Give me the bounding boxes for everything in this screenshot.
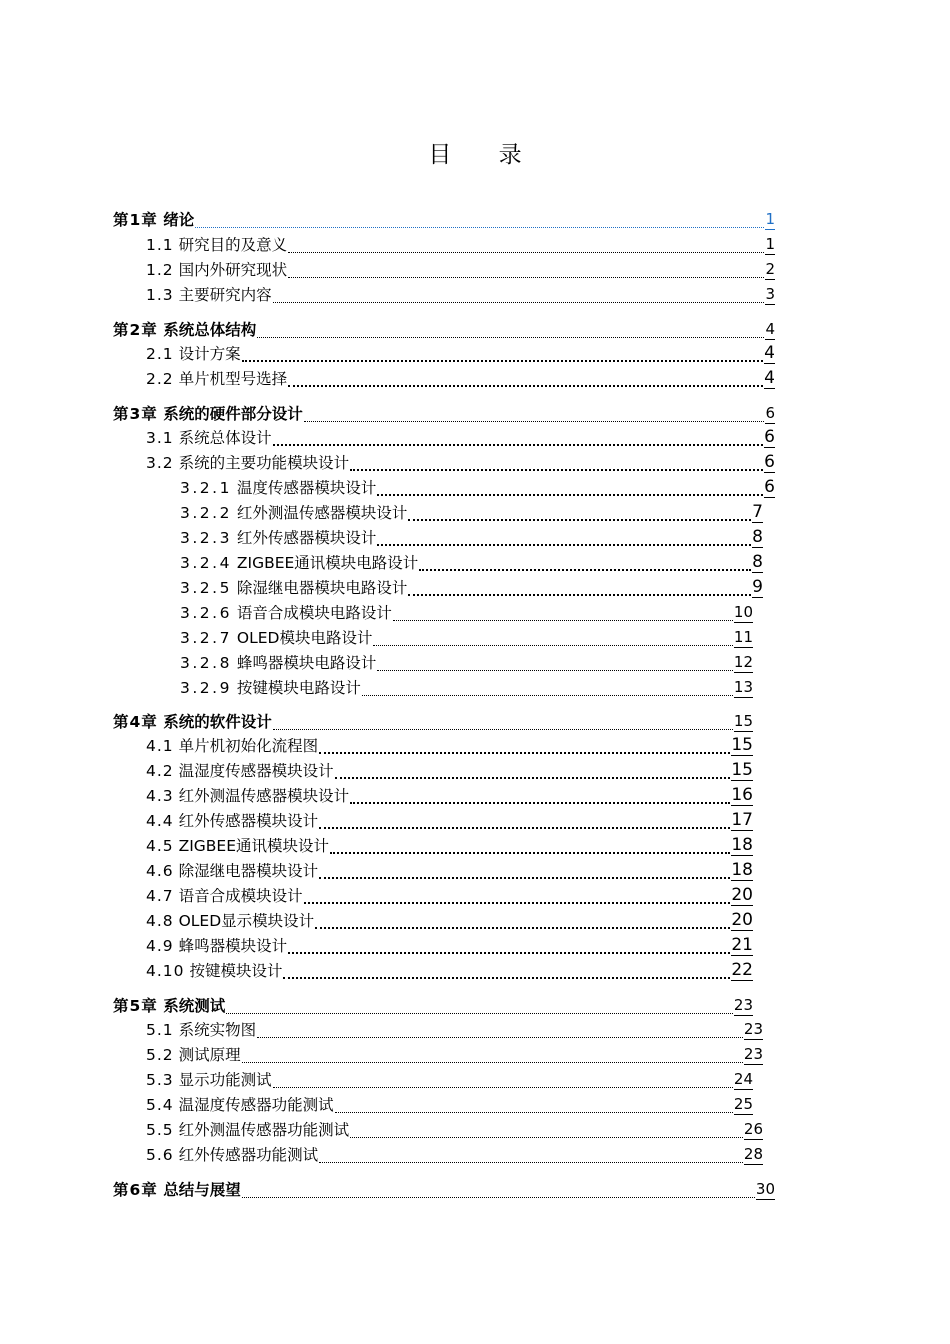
toc-dot-leader (242, 1060, 743, 1063)
toc-entry-title: 系统的主要功能模块设计 (178, 454, 350, 472)
toc-entry-number: 3.2.7 (180, 629, 232, 647)
toc-page-number: 30 (755, 1180, 775, 1198)
toc-entry[interactable] (146, 256, 775, 280)
toc-entry-number: 第6章 (113, 1181, 158, 1199)
toc-dot-leader (315, 925, 730, 929)
toc-entry-title: 单片机型号选择 (178, 370, 288, 388)
toc-entry[interactable] (146, 1116, 763, 1140)
toc-page-number: 4 (764, 368, 775, 388)
toc-entry[interactable] (146, 932, 753, 956)
toc-page-number: 21 (731, 935, 753, 955)
toc-page-number: 9 (752, 577, 763, 597)
toc-entry-label (146, 454, 349, 473)
toc-page-number: 8 (752, 552, 763, 572)
toc-entry-number: 4.6 (146, 862, 174, 880)
toc-entry-number: 4.5 (146, 837, 174, 855)
toc-entry[interactable] (180, 524, 763, 548)
toc-page-number: 2 (765, 260, 775, 278)
toc-entry[interactable] (113, 206, 775, 230)
toc-entry-label (146, 862, 318, 881)
toc-entry-label (146, 370, 287, 389)
toc-entry[interactable] (180, 474, 775, 498)
toc-entry-label (146, 1121, 349, 1140)
toc-entry-title: 主要研究内容 (178, 286, 272, 304)
toc-entry-title: OLED模块电路设计 (236, 629, 373, 647)
toc-page-number: 4 (765, 320, 775, 338)
toc-entry-label (146, 912, 314, 931)
toc-dot-leader (350, 1135, 743, 1138)
toc-page-number: 6 (764, 452, 775, 472)
toc-dot-leader (350, 800, 730, 804)
toc-entry[interactable] (180, 624, 753, 648)
toc-entry-title: 蜂鸣器模块电路设计 (236, 654, 377, 672)
toc-entry-number: 3.2.6 (180, 604, 232, 622)
toc-entry[interactable] (146, 857, 753, 881)
toc-dot-leader (273, 1085, 733, 1088)
toc-dot-leader (288, 250, 764, 253)
toc-entry[interactable] (146, 882, 753, 906)
toc-page-number: 1 (765, 235, 775, 253)
toc-entry-title: 单片机初始化流程图 (178, 737, 319, 755)
toc-entry-number: 3.2.8 (180, 654, 232, 672)
toc-page-number: 12 (733, 653, 753, 671)
toc-page-number: 4 (764, 343, 775, 363)
toc-entry-label (180, 579, 407, 598)
toc-entry-label (180, 479, 376, 498)
toc-entry-number: 4.9 (146, 937, 174, 955)
toc-page-number: 15 (731, 760, 753, 780)
toc-entry-label (180, 529, 376, 548)
toc-dot-leader (408, 517, 751, 521)
toc-entry-label (146, 429, 272, 448)
toc-entry[interactable] (113, 708, 753, 732)
toc-entry[interactable] (146, 281, 775, 305)
toc-entry[interactable] (146, 231, 775, 255)
toc-dot-leader (377, 542, 751, 546)
toc-entry-label (180, 554, 418, 573)
toc-page-number: 25 (733, 1095, 753, 1113)
toc-dot-leader (377, 492, 763, 496)
toc-page-number: 23 (743, 1020, 763, 1038)
toc-entry-label (146, 1146, 318, 1165)
toc-entry-number: 5.6 (146, 1146, 174, 1164)
toc-page-number: 24 (733, 1070, 753, 1088)
toc-page-number: 15 (731, 735, 753, 755)
toc-page-number: 6 (764, 427, 775, 447)
toc-page-number: 20 (731, 910, 753, 930)
toc-page-number: 20 (731, 885, 753, 905)
toc-entry-label (113, 997, 225, 1016)
toc-entry-label (146, 236, 287, 255)
toc-entry-label (146, 762, 334, 781)
toc-page-number: 22 (731, 960, 753, 980)
toc-dot-leader (273, 727, 733, 730)
toc-dot-leader (273, 300, 765, 303)
toc-entry-label (146, 737, 318, 756)
toc-dot-leader (350, 467, 763, 471)
toc-entry-number: 3.2 (146, 454, 174, 472)
toc-entry-label (146, 1071, 272, 1090)
toc-entry-title: 语音合成模块设计 (178, 887, 303, 905)
toc-entry-number: 4.2 (146, 762, 174, 780)
toc-entry-number: 第1章 (113, 211, 158, 229)
toc-entry[interactable] (180, 599, 753, 623)
toc-entry-number: 3.2.2 (180, 504, 232, 522)
toc-page-number: 16 (731, 785, 753, 805)
toc-entry-number: 4.7 (146, 887, 174, 905)
toc-entry-number: 3.2.9 (180, 679, 232, 697)
toc-entry-title: 绪论 (163, 211, 195, 229)
toc-entry-title: 系统实物图 (178, 1021, 257, 1039)
toc-page-number: 7 (752, 502, 763, 522)
toc-entry-number: 2.2 (146, 370, 174, 388)
toc-entry-title: 红外传感器功能测试 (178, 1146, 319, 1164)
toc-entry-title: 研究目的及意义 (178, 236, 288, 254)
toc-dot-leader (319, 1160, 743, 1163)
toc-entry[interactable] (146, 1016, 763, 1040)
toc-entry-title: 红外传感器模块设计 (178, 812, 319, 830)
toc-dot-leader (242, 1195, 755, 1198)
toc-entry-label (146, 1021, 256, 1040)
toc-page-number: 8 (752, 527, 763, 547)
toc-entry[interactable] (146, 1041, 763, 1065)
toc-entry-label (146, 1046, 241, 1065)
toc-page-number: 23 (733, 996, 753, 1014)
toc-entry-label (180, 679, 361, 698)
toc-entry[interactable] (146, 424, 775, 448)
toc-entry-title: 语音合成模块电路设计 (236, 604, 392, 622)
toc-entry-number: 3.2.4 (180, 554, 232, 572)
toc-page-number: 15 (733, 712, 753, 730)
toc-entry-label (146, 887, 303, 906)
toc-entry-label (180, 504, 407, 523)
toc-entry-title: 温度传感器模块设计 (236, 479, 377, 497)
toc-entry-title: 按键模块设计 (189, 962, 283, 980)
toc-dot-leader (362, 693, 733, 696)
toc-dot-leader (373, 643, 732, 646)
toc-entry-label (180, 654, 376, 673)
toc-dot-leader (335, 1110, 733, 1113)
toc-page-number: 18 (731, 835, 753, 855)
toc-dot-leader (335, 775, 731, 779)
toc-entry-label (146, 787, 349, 806)
toc-page-number: 10 (733, 603, 753, 621)
toc-entry-number: 4.8 (146, 912, 174, 930)
toc-entry[interactable] (146, 957, 753, 981)
toc-entry[interactable] (180, 649, 753, 673)
toc-entry-label (113, 1181, 241, 1200)
toc-entry-title: ZIGBEE通讯模块设计 (178, 837, 330, 855)
toc-entry-number: 第2章 (113, 321, 158, 339)
toc-entry[interactable] (146, 1091, 753, 1115)
toc-entry[interactable] (146, 449, 775, 473)
toc-dot-leader (319, 750, 730, 754)
toc-dot-leader (330, 850, 730, 854)
toc-entry[interactable] (180, 574, 763, 598)
toc-entry-number: 2.1 (146, 345, 174, 363)
toc-entry-title: 系统测试 (163, 997, 226, 1015)
toc-dot-leader (419, 567, 751, 571)
toc-entry[interactable] (146, 365, 775, 389)
toc-entry-number: 5.1 (146, 1021, 174, 1039)
toc-dot-leader (273, 442, 764, 446)
toc-dot-leader (242, 358, 764, 362)
toc-dot-leader (377, 668, 733, 671)
toc-page-number: 18 (731, 860, 753, 880)
toc-entry-title: OLED显示模块设计 (178, 912, 315, 930)
toc-entry-title: 除湿继电器模块电路设计 (236, 579, 408, 597)
toc-dot-leader (288, 950, 730, 954)
toc-entry[interactable] (113, 316, 775, 340)
toc-dot-leader (288, 275, 764, 278)
toc-entry[interactable] (146, 1066, 753, 1090)
toc-entry-label (180, 629, 372, 648)
toc-entry-label (146, 286, 272, 305)
toc-dot-leader (304, 900, 731, 904)
toc-entry-title: ZIGBEE通讯模块电路设计 (236, 554, 419, 572)
toc-entry[interactable] (113, 992, 753, 1016)
toc-page-number: 28 (743, 1145, 763, 1163)
toc-dot-leader (257, 335, 764, 338)
toc-page-number: 3 (765, 285, 775, 303)
toc-dot-leader (304, 419, 765, 422)
toc-entry-title: 系统的硬件部分设计 (163, 405, 303, 423)
toc-entry-title: 总结与展望 (163, 1181, 241, 1199)
toc-entry[interactable] (180, 674, 753, 698)
toc-page-number: 11 (733, 628, 753, 646)
toc-entry-title: 设计方案 (178, 345, 241, 363)
toc-entry-title: 按键模块电路设计 (236, 679, 361, 697)
toc-entry-label (146, 261, 287, 280)
toc-dot-leader (393, 618, 733, 621)
toc-entry[interactable] (113, 1176, 775, 1200)
toc-entry-number: 第5章 (113, 997, 158, 1015)
toc-entry-title: 红外传感器模块设计 (236, 529, 377, 547)
toc-page-number: 17 (731, 810, 753, 830)
toc-entry[interactable] (146, 1141, 763, 1165)
toc-entry-number: 3.2.5 (180, 579, 232, 597)
toc-entry-title: 系统的软件设计 (163, 713, 272, 731)
toc-dot-leader (319, 875, 730, 879)
toc-entry-number: 第3章 (113, 405, 158, 423)
toc-entry[interactable] (146, 807, 753, 831)
toc-entry[interactable] (146, 907, 753, 931)
toc-entry-title: 国内外研究现状 (178, 261, 288, 279)
toc-entry-title: 温湿度传感器功能测试 (178, 1096, 334, 1114)
toc-entry-label (146, 937, 287, 956)
toc-entry[interactable] (180, 549, 763, 573)
toc-entry[interactable] (180, 499, 763, 523)
toc-dot-leader (226, 1011, 733, 1014)
toc-entry-number: 5.2 (146, 1046, 174, 1064)
toc-dot-leader (319, 825, 730, 829)
toc-entry-title: 测试原理 (178, 1046, 241, 1064)
toc-page-number: 26 (743, 1120, 763, 1138)
toc-entry-label (113, 713, 272, 732)
toc-entry-number: 3.1 (146, 429, 174, 447)
toc-entry-number: 4.1 (146, 737, 174, 755)
toc-entry-title: 系统总体结构 (163, 321, 257, 339)
toc-page-number: 6 (764, 477, 775, 497)
toc-entry[interactable] (146, 782, 753, 806)
toc-page-number: 1 (765, 210, 775, 228)
toc-entry-label (146, 812, 318, 831)
toc-entry[interactable] (113, 400, 775, 424)
toc-page-number: 13 (733, 678, 753, 696)
toc-entry-label (146, 837, 329, 856)
toc-entry-number: 5.5 (146, 1121, 174, 1139)
toc-entry-number: 4.10 (146, 962, 185, 980)
toc-entry-label (113, 321, 256, 340)
toc-entry-number: 4.4 (146, 812, 174, 830)
toc-entry-title: 红外测温传感器模块设计 (236, 504, 408, 522)
toc-page-number: 6 (765, 404, 775, 422)
toc-entry-label (146, 1096, 334, 1115)
toc-dot-leader (257, 1035, 743, 1038)
toc-page-number: 23 (743, 1045, 763, 1063)
toc-entry-title: 除湿继电器模块设计 (178, 862, 319, 880)
toc-entry-label (146, 962, 282, 981)
toc-entry-title: 红外测温传感器功能测试 (178, 1121, 350, 1139)
toc-entry-number: 4.3 (146, 787, 174, 805)
toc-entry-number: 1.2 (146, 261, 174, 279)
toc-entry-label (146, 345, 241, 364)
toc-entry-label (113, 211, 194, 230)
toc-entry-number: 1.3 (146, 286, 174, 304)
toc-entry-title: 温湿度传感器模块设计 (178, 762, 334, 780)
toc-entry-label (180, 604, 392, 623)
toc-entry-number: 5.3 (146, 1071, 174, 1089)
toc-entry-title: 系统总体设计 (178, 429, 272, 447)
toc-dot-leader (195, 225, 764, 228)
toc-entry-title: 红外测温传感器模块设计 (178, 787, 350, 805)
toc-entry-number: 第4章 (113, 713, 158, 731)
toc-entry[interactable] (146, 832, 753, 856)
toc-entry-number: 3.2.1 (180, 479, 232, 497)
toc-dot-leader (288, 383, 763, 387)
toc-entry[interactable] (146, 732, 753, 756)
toc-entry-number: 5.4 (146, 1096, 174, 1114)
toc-entry-title: 显示功能测试 (178, 1071, 272, 1089)
toc-entry-title: 蜂鸣器模块设计 (178, 937, 288, 955)
toc-dot-leader (408, 592, 751, 596)
toc-entry-number: 1.1 (146, 236, 174, 254)
toc-entry-number: 3.2.3 (180, 529, 232, 547)
toc-entry-label (113, 405, 303, 424)
toc-dot-leader (283, 975, 730, 979)
toc-entry[interactable] (146, 340, 775, 364)
toc-entry[interactable] (146, 757, 753, 781)
page-title: 目 录 (428, 142, 542, 168)
